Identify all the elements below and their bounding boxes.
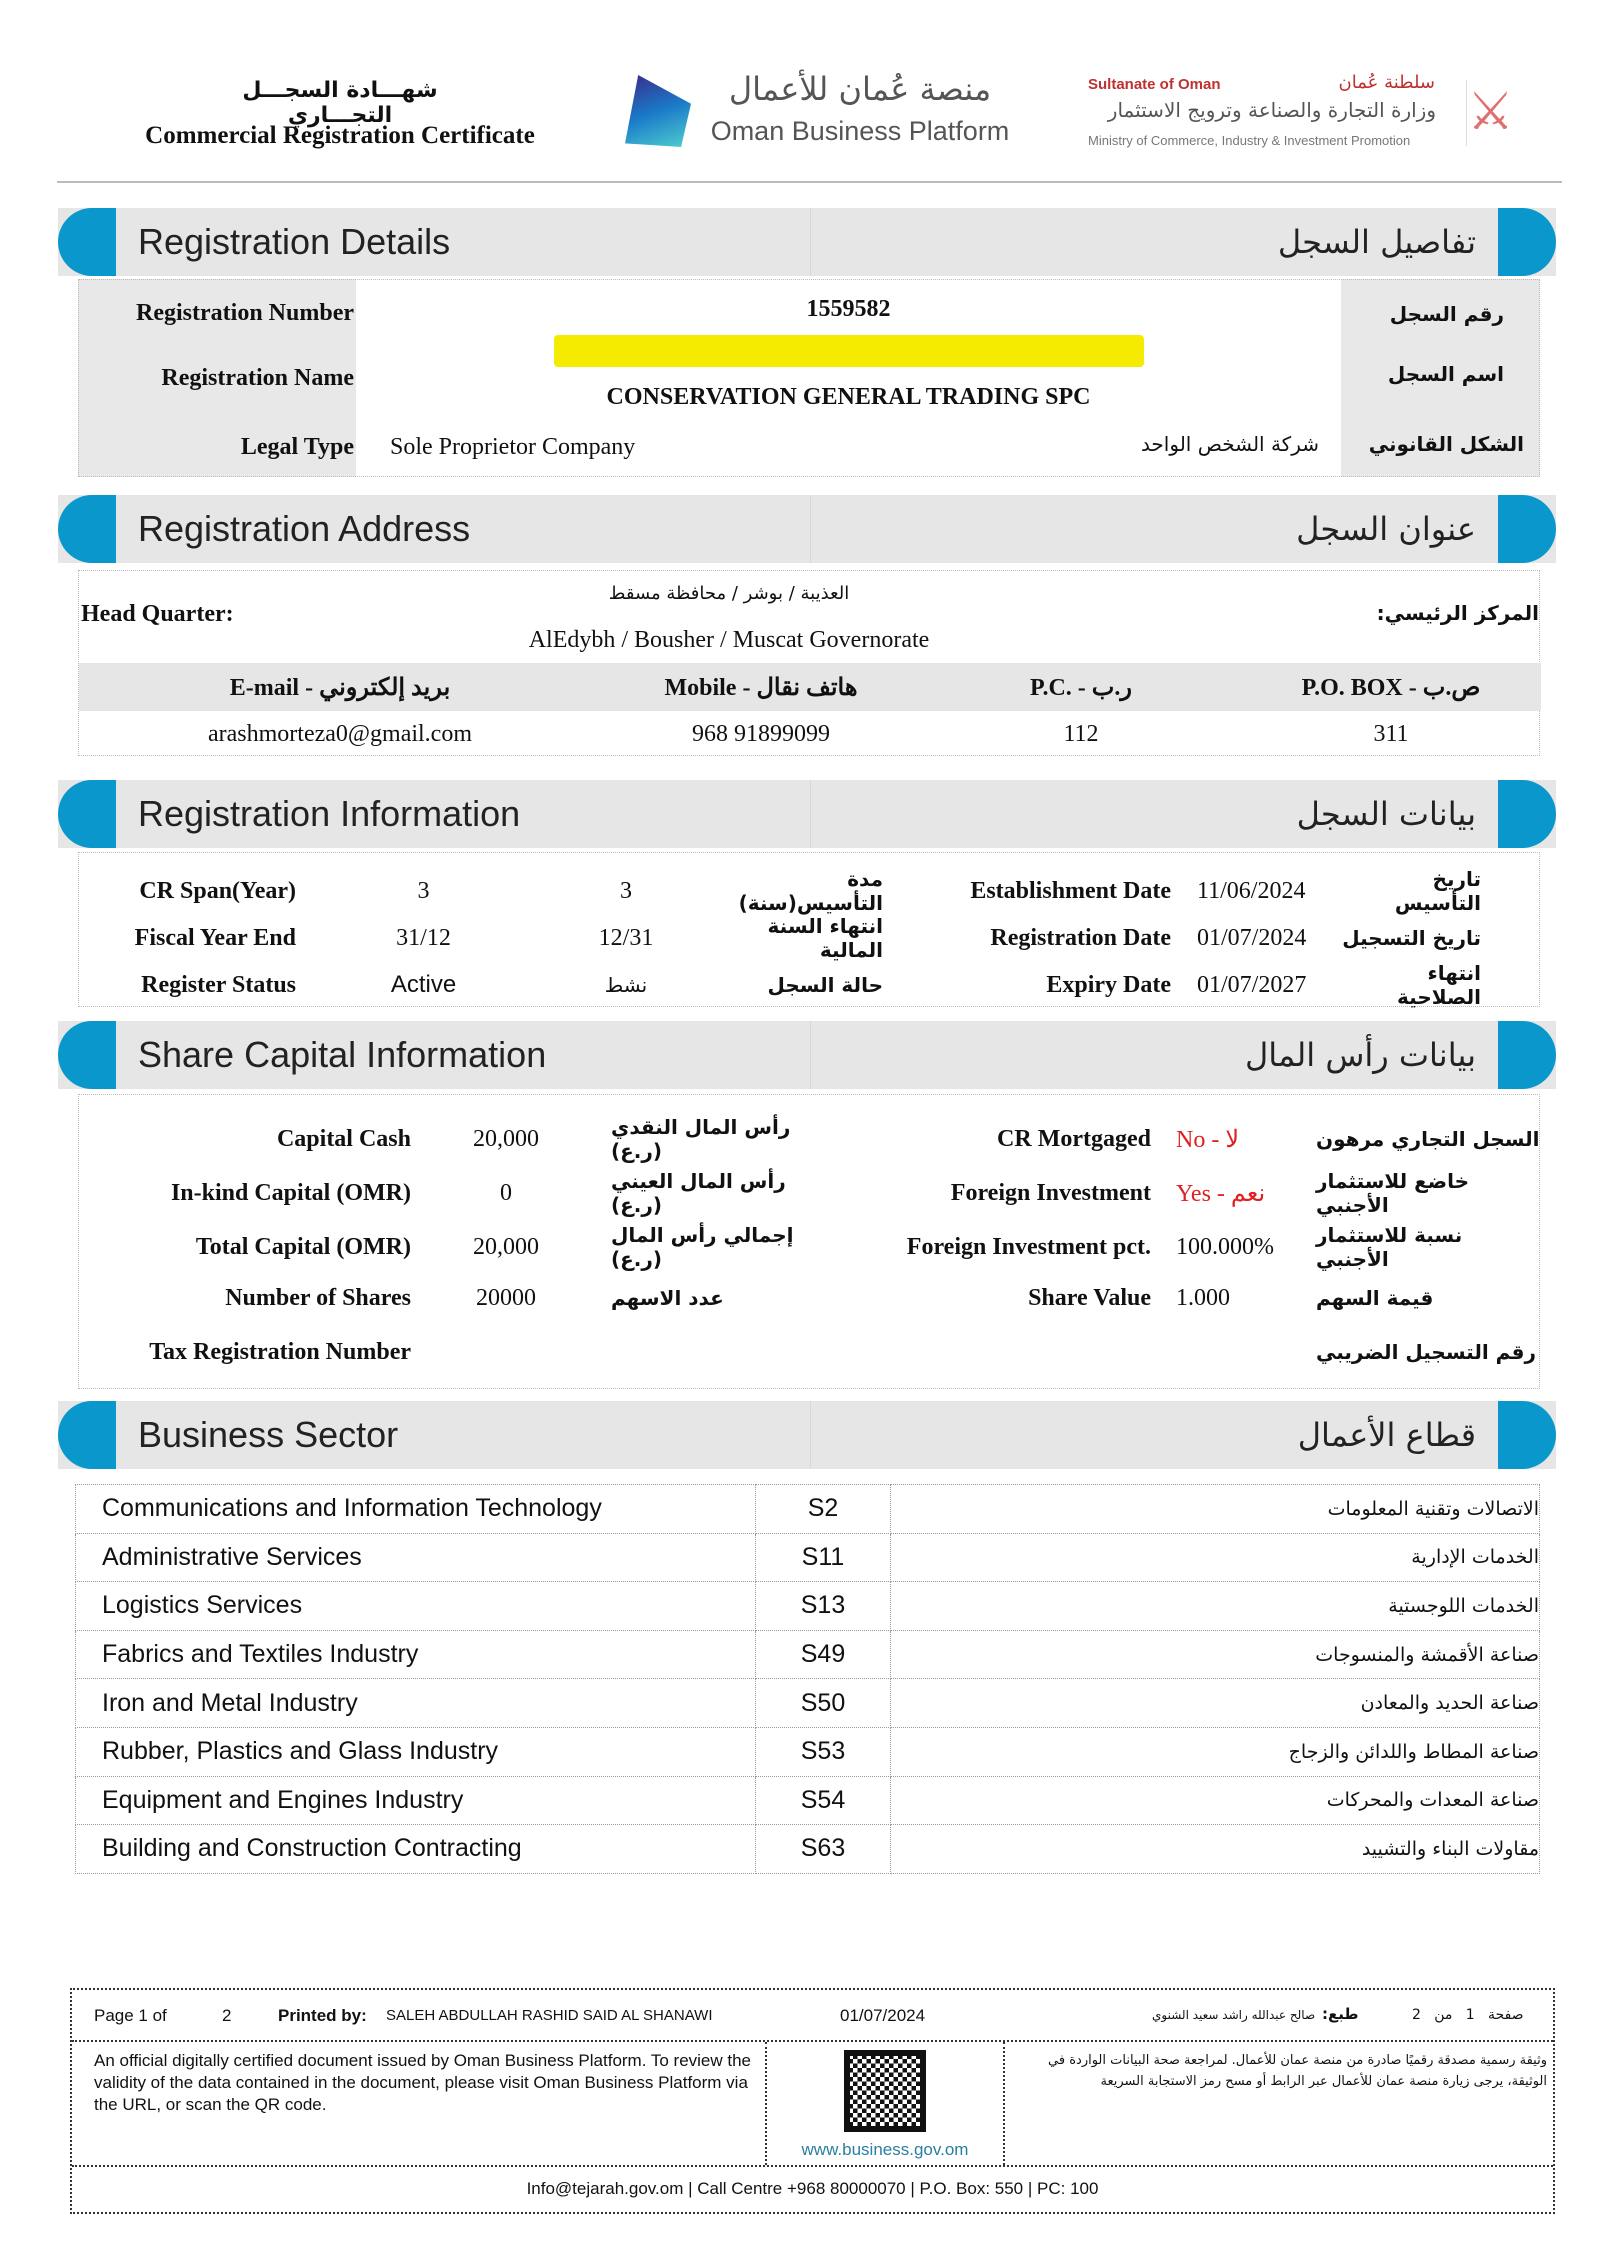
sector-code: S2 (756, 1485, 891, 1534)
info-v2: 3 (620, 877, 632, 904)
sector-en: Rubber, Plastics and Glass Industry (76, 1727, 756, 1776)
section-title: Business Sector (138, 1414, 399, 1455)
info-a1: مدة التأسيس(سنة) (738, 867, 883, 915)
sector-code: S50 (756, 1679, 891, 1728)
sector-ar: صناعة الأقمشة والمنسوجات (891, 1630, 1540, 1679)
sector-code: S54 (756, 1776, 891, 1825)
note-en: An official digitally certified document issued by Oman Business Platform. To review the validity of the data contained in the document, please visit Oman Business Platform via the URL, or scan the QR code. (94, 2051, 752, 2114)
info-v3: 01/07/2024 (1197, 924, 1307, 951)
url-link[interactable]: www.business.gov.om (801, 2140, 969, 2159)
sector-ar: صناعة المطاط واللدائن والزجاج (891, 1727, 1540, 1776)
sector-code: S11 (756, 1533, 891, 1582)
legal-type-label-ar: الشكل القانوني (1368, 432, 1524, 456)
sector-row (76, 1825, 1540, 1874)
sector-en: Administrative Services (76, 1533, 756, 1582)
section-title: Registration Details (138, 221, 451, 262)
capital-row (79, 1277, 1541, 1319)
section-header-capital (58, 1021, 1556, 1089)
info-row (79, 914, 1541, 962)
capital-row (79, 1169, 1541, 1217)
registration-number: 1559582 (806, 296, 891, 322)
info-l1: CR Span(Year) (139, 877, 296, 904)
qr-code-icon (844, 2050, 926, 2132)
sector-ar: الاتصالات وتقنية المعلومات (891, 1485, 1540, 1534)
printed-by-label: Printed by: (278, 2006, 367, 2025)
info-a2: تاريخ التسجيل (1342, 926, 1481, 950)
info-a2: انتهاء الصلاحية (1397, 961, 1481, 1009)
sultanate-label-ar: سلطنة عُمان (1338, 72, 1435, 93)
info-v3: 11/06/2024 (1197, 877, 1306, 904)
sector-en: Equipment and Engines Industry (76, 1776, 756, 1825)
capital-box (78, 1094, 1540, 1389)
legal-type-ar: شركة الشخص الواحد (1140, 432, 1319, 456)
hq-address-ar: العذيبة / بوشر / محافظة مسقط (608, 583, 850, 604)
section-header-details (58, 208, 1556, 276)
sector-row (76, 1533, 1540, 1582)
qr-cell (765, 2042, 1005, 2165)
capital-v1: 20,000 (473, 1125, 539, 1152)
page-total: 2 (222, 2006, 232, 2025)
info-l1: Fiscal Year End (134, 924, 296, 951)
contact-info: Info@tejarah.gov.om | Call Centre +968 80000070 | P.O. Box: 550 | PC: 100 (526, 2179, 1099, 2198)
sector-en: Building and Construction Contracting (76, 1825, 756, 1874)
section-title-ar: بيانات رأس المال (1245, 1036, 1476, 1074)
registration-number-label-ar: رقم السجل (1389, 302, 1504, 326)
printed-by-ar: صالح عبدالله راشد سعيد الشنوي (1152, 2008, 1316, 2022)
registration-name-label-ar: اسم السجل (1387, 362, 1504, 386)
registration-number-label: Registration Number (136, 300, 354, 326)
sector-row (76, 1630, 1540, 1679)
platform-name: Oman Business Platform (710, 116, 1010, 146)
capital-l2: Share Value (1028, 1284, 1151, 1311)
sector-row (76, 1582, 1540, 1631)
info-v2: نشط (604, 973, 648, 997)
ministry-en: Ministry of Commerce, Industry & Investment Promotion (1088, 133, 1411, 148)
sector-ar: صناعة الحديد والمعادن (891, 1679, 1540, 1728)
info-l2: Establishment Date (970, 877, 1171, 904)
sector-en: Fabrics and Textiles Industry (76, 1630, 756, 1679)
sector-code: S49 (756, 1630, 891, 1679)
page-label: Page 1 of (94, 2006, 167, 2025)
section-title: Registration Information (138, 793, 521, 834)
ministry-ar: وزارة التجارة والصناعة وترويج الاستثمار (1107, 98, 1436, 122)
info-v1: Active (390, 971, 457, 998)
certificate-title-ar: شهـــادة السجـــل التجـــاري (242, 78, 438, 128)
registration-name-label: Registration Name (161, 365, 354, 391)
footer (70, 1988, 1555, 2214)
capital-row (79, 1223, 1541, 1271)
capital-a2: نسبة للاستثمار الأجنبي (1316, 1223, 1463, 1271)
info-v1: 3 (417, 877, 430, 904)
email-header: E-mail - بريد إلكتروني (229, 674, 451, 701)
sector-row (76, 1485, 1540, 1534)
capital-v2: Yes - نعم (1176, 1180, 1266, 1207)
registration-name: CONSERVATION GENERAL TRADING SPC (606, 384, 1091, 410)
contact-row (72, 2165, 1553, 2213)
capital-v2: No - لا (1176, 1126, 1240, 1153)
sector-ar: الخدمات اللوجستية (891, 1582, 1540, 1631)
pc-header: P.C. - ر.ب (1030, 674, 1132, 701)
capital-v2: 1.000 (1176, 1284, 1230, 1311)
platform-name-ar: منصة عُمان للأعمال (728, 70, 992, 108)
info-box (78, 852, 1540, 1007)
capital-v1: 20,000 (473, 1233, 539, 1260)
section-header-info (58, 780, 1556, 848)
business-sector-table (75, 1484, 1540, 1874)
capital-v2: 100.000% (1176, 1233, 1274, 1260)
obp-logo-icon (625, 75, 691, 147)
sector-en: Communications and Information Technology (76, 1485, 756, 1534)
section-title: Registration Address (138, 508, 471, 549)
mobile-header: Mobile - هاتف نقال (664, 674, 858, 701)
info-v2: 12/31 (598, 924, 654, 951)
printed-label-ar: طبع: (1322, 2005, 1359, 2023)
contact-values-row (79, 711, 1541, 757)
address-box (78, 570, 1540, 756)
info-row (79, 867, 1541, 915)
capital-row (79, 1331, 1541, 1373)
capital-a2: خاضع للاستثمار الأجنبي (1316, 1169, 1469, 1217)
section-title-ar: تفاصيل السجل (1277, 223, 1476, 261)
capital-a2: السجل التجاري مرهون (1316, 1127, 1540, 1151)
footer-print-row (72, 1990, 1553, 2042)
info-l2: Expiry Date (1046, 971, 1171, 998)
details-box (78, 279, 1540, 477)
sector-code: S13 (756, 1582, 891, 1631)
sector-code: S63 (756, 1825, 891, 1874)
page-ar: صفحة 1 من 2 (1412, 2007, 1524, 2023)
capital-l1: Tax Registration Number (149, 1338, 411, 1365)
section-header-sector (58, 1401, 1556, 1469)
note-ar: وثيقة رسمية مصدقة رقميًا صادرة من منصة عمان للأعمال. لمراجعة صحة البيانات الواردة في الوثيقة، يرجى زيارة منصة عمان للأعمال عبر الرابط أو مسح رمز الاستجابة السريعة (1048, 2053, 1547, 2089)
sector-row (76, 1776, 1540, 1825)
print-date: 01/07/2024 (840, 2006, 926, 2025)
section-title-ar: بيانات السجل (1296, 795, 1476, 833)
section-header-address (58, 495, 1556, 563)
redaction-highlight (554, 335, 1144, 367)
capital-v1: 0 (500, 1179, 512, 1206)
capital-l1: Number of Shares (225, 1284, 411, 1311)
pc-value: 112 (1063, 720, 1099, 747)
info-a1: حالة السجل (767, 973, 883, 997)
header-divider (57, 181, 1562, 183)
info-row (79, 961, 1541, 1009)
capital-l1: Total Capital (OMR) (195, 1233, 411, 1260)
section-title-ar: عنوان السجل (1296, 510, 1476, 548)
sector-ar: مقاولات البناء والتشييد (891, 1825, 1540, 1874)
capital-l2: Foreign Investment pct. (906, 1233, 1151, 1260)
sector-row (76, 1727, 1540, 1776)
sector-ar: صناعة المعدات والمحركات (891, 1776, 1540, 1825)
capital-a1: عدد الاسهم (611, 1286, 724, 1310)
sector-row (76, 1679, 1540, 1728)
hq-label-ar: المركز الرئيسي: (1376, 601, 1539, 625)
capital-a1: رأس المال النقدي (ر.ع) (611, 1115, 791, 1163)
capital-l2: Foreign Investment (950, 1179, 1151, 1206)
printed-by: SALEH ABDULLAH RASHID SAID AL SHANAWI (386, 2007, 713, 2024)
pobox-header: P.O. BOX - ص.ب (1301, 674, 1481, 701)
info-v1: 31/12 (396, 924, 451, 951)
capital-a2: قيمة السهم (1316, 1286, 1434, 1310)
info-l1: Register Status (141, 971, 296, 998)
pobox-value: 311 (1373, 720, 1409, 747)
info-a1: انتهاء السنة المالية (767, 914, 883, 962)
sultanate-label: Sultanate of Oman (1088, 76, 1221, 93)
oman-emblem-icon: ⚔ (1466, 80, 1514, 146)
info-v3: 01/07/2027 (1197, 971, 1307, 998)
section-title-ar: قطاع الأعمال (1297, 1416, 1476, 1454)
capital-row (79, 1115, 1541, 1163)
capital-l1: Capital Cash (276, 1125, 411, 1152)
info-a2: تاريخ التأسيس (1394, 867, 1481, 915)
capital-a1: إجمالي رأس المال (ر.ع) (611, 1223, 794, 1271)
legal-type-label: Legal Type (240, 434, 354, 460)
capital-v1: 20000 (476, 1284, 536, 1311)
sector-ar: الخدمات الإدارية (891, 1533, 1540, 1582)
capital-a1: رأس المال العيني (ر.ع) (611, 1169, 786, 1217)
capital-a2: رقم التسجيل الضريبي (1316, 1340, 1536, 1364)
sector-en: Iron and Metal Industry (76, 1679, 756, 1728)
capital-l2: CR Mortgaged (997, 1125, 1151, 1152)
mobile-value: 968 91899099 (692, 720, 830, 747)
legal-type: Sole Proprietor Company (390, 434, 636, 460)
capital-l1: In-kind Capital (OMR) (170, 1179, 411, 1206)
contact-header-row (79, 663, 1541, 711)
hq-address: AlEdybh / Bousher / Muscat Governorate (528, 627, 930, 653)
certificate-title: Commercial Registration Certificate (145, 122, 535, 149)
sector-code: S53 (756, 1727, 891, 1776)
email-value: arashmorteza0@gmail.com (208, 720, 472, 747)
sector-en: Logistics Services (76, 1582, 756, 1631)
info-l2: Registration Date (990, 924, 1171, 951)
section-title: Share Capital Information (138, 1034, 547, 1075)
hq-label: Head Quarter: (81, 601, 234, 627)
